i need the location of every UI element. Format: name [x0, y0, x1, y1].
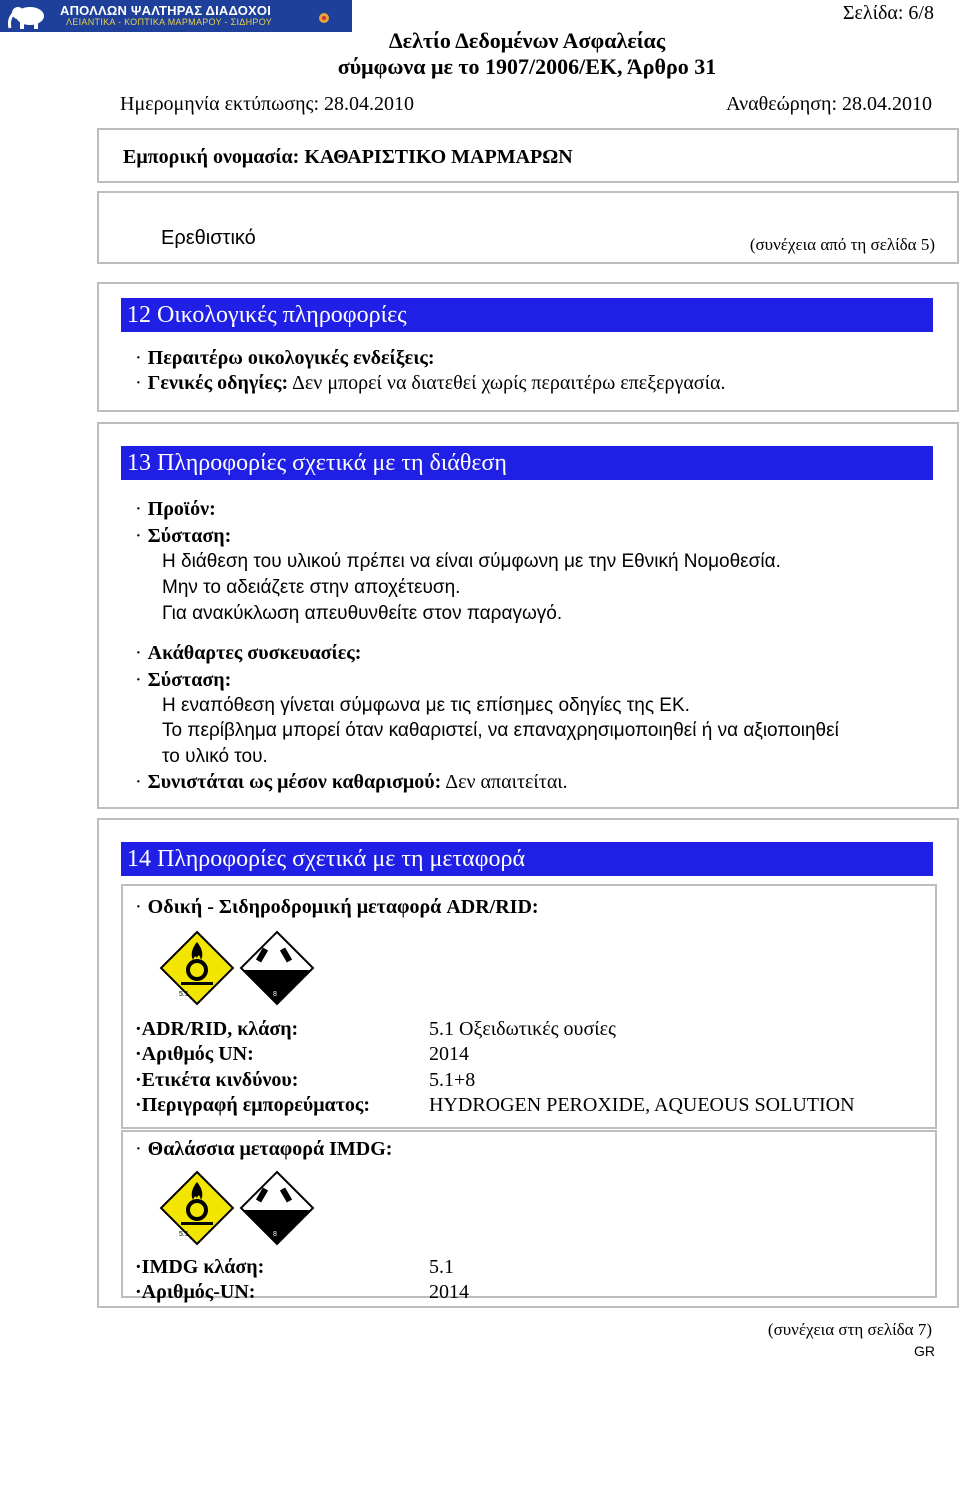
svg-text:5.1: 5.1	[179, 1231, 189, 1238]
continuation-box	[97, 191, 959, 264]
continued-next: (συνέχεια στη σελίδα 7)	[767, 1320, 932, 1339]
disposal-text-2: Μην το αδειάζετε στην αποχέτευση.	[162, 577, 461, 598]
continued-from: (συνέχεια από τη σελίδα 5)	[749, 235, 935, 254]
hazard-label-label: ·Ετικέτα κινδύνου:	[135, 1069, 299, 1091]
road-transport-box	[121, 884, 937, 1129]
section-14	[97, 818, 959, 1308]
logo-line-2: ΛΕΙΑΝΤΙΚΑ - ΚΟΠΤΙΚΑ ΜΑΡΜΑΡΟΥ - ΣΙΔΗΡΟΥ	[66, 17, 273, 27]
sea-transport-box	[121, 1130, 937, 1303]
corrosive-icon	[239, 1170, 315, 1246]
print-date: Ημερομηνία εκτύπωσης: 28.04.2010	[120, 93, 415, 115]
composition-label: · Σύσταση:	[135, 525, 232, 547]
disposal-text-1: Η διάθεση του υλικού πρέπει να είναι σύμφωνη με την Εθνική Νομοθεσία.	[162, 551, 781, 572]
product-label: · Προϊόν:	[135, 498, 216, 520]
trade-name-box	[97, 128, 959, 183]
imdg-un-label: ·Αριθμός-UN:	[135, 1281, 256, 1303]
imdg-class-value: 5.1	[429, 1256, 454, 1278]
general-notes: · Γενικές οδηγίες: Δεν μπορεί να διατεθεί χωρίς περαιτέρω επεξεργασία.	[135, 372, 726, 394]
section-12-title: 12 Οικολογικές πληροφορίες	[121, 298, 933, 332]
section-13-title: 13 Πληροφορίες σχετικά με τη διάθεση	[121, 446, 933, 480]
logo-line-1: ΑΠΟΛΛΩΝ ΨΑΛΤΗΡΑΣ ΔΙΑΔΟΧΟΙ	[60, 3, 272, 18]
adr-class-value: 5.1 Οξειδωτικές ουσίες	[429, 1018, 616, 1040]
adr-class-label: ·ADR/RID, κλάση:	[135, 1018, 299, 1040]
corrosive-icon	[239, 930, 315, 1006]
un-number-label: ·Αριθμός UN:	[135, 1043, 254, 1065]
document-title: Δελτίο Δεδομένων Ασφαλείας	[388, 28, 666, 53]
un-number-value: 2014	[429, 1043, 469, 1065]
packaging-text-1: Η εναπόθεση γίνεται σύμφωνα με τις επίσημες οδηγίες της ΕΚ.	[162, 695, 690, 716]
packaging-text-3: το υλικό του.	[162, 746, 268, 767]
svg-text:5.1: 5.1	[179, 991, 189, 998]
composition-label-2: · Σύσταση:	[135, 669, 232, 691]
emblem-icon	[318, 12, 330, 24]
hazard-label-value: 5.1+8	[429, 1069, 476, 1091]
further-ecological-info: · Περαιτέρω οικολογικές ενδείξεις:	[135, 347, 435, 369]
dirty-packaging-label: · Ακάθαρτες συσκευασίες:	[135, 642, 362, 664]
oxidizer-icon	[159, 930, 235, 1006]
imdg-class-label: ·IMDG κλάση:	[135, 1256, 265, 1278]
section-14-title: 14 Πληροφορίες σχετικά με τη μεταφορά	[121, 842, 933, 876]
page-number: Σελίδα: 6/8	[842, 2, 934, 24]
disposal-text-3: Για ανακύκλωση απευθυνθείτε στον παραγωγό.	[162, 603, 563, 624]
trade-name: Εμπορική ονομασία: ΚΑΘΑΡΙΣΤΙΚΟ ΜΑΡΜΑΡΩΝ	[123, 146, 573, 168]
svg-text:8: 8	[273, 991, 277, 998]
country-code: GR	[914, 1343, 935, 1359]
goods-description-value: HYDROGEN PEROXIDE, AQUEOUS SOLUTION	[429, 1094, 855, 1116]
goods-description-label: ·Περιγραφή εμπορεύματος:	[135, 1094, 371, 1116]
road-transport-title: · Οδική - Σιδηροδρομική μεταφορά ADR/RID:	[135, 896, 539, 918]
document-subtitle: σύμφωνα με το 1907/2006/ΕΚ, Άρθρο 31	[337, 54, 717, 79]
oxidizer-icon	[159, 1170, 235, 1246]
cleaning-agent: · Συνιστάται ως μέσον καθαρισμού: Δεν απαιτείται.	[135, 771, 568, 793]
elephant-icon	[4, 2, 52, 30]
packaging-text-2: Το περίβλημα μπορεί όταν καθαριστεί, να επαναχρησιμοποιηθεί ή να αξιοποιηθεί	[162, 720, 839, 741]
revision-date: Αναθεώρηση: 28.04.2010	[726, 93, 932, 115]
sea-transport-title: · Θαλάσσια μεταφορά IMDG:	[135, 1138, 393, 1160]
imdg-un-value: 2014	[429, 1281, 469, 1303]
section-13	[97, 422, 959, 809]
section-12	[97, 282, 959, 412]
irritant-label: Ερεθιστικό	[161, 227, 256, 249]
svg-text:8: 8	[273, 1231, 277, 1238]
